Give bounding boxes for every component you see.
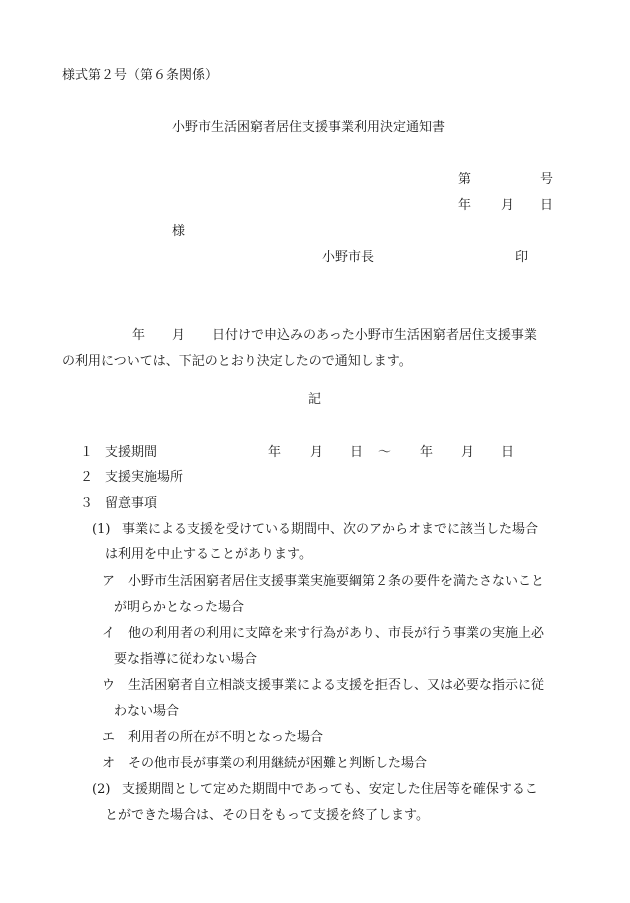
- item-2-number: ２: [80, 470, 94, 485]
- note-1-line-2: は利用を中止することがあります。: [105, 547, 312, 562]
- item-3-label: 留意事項: [105, 496, 158, 511]
- note-2-line-2: とができた場合は、その日をもって支援を終了します。: [105, 808, 429, 823]
- body-text-line-2: の利用については、下記のとおり決定したので通知します。: [62, 354, 412, 369]
- body-year-label: 年: [132, 328, 146, 343]
- date-year-label: 年: [458, 198, 472, 213]
- subitem-i-marker: イ: [102, 626, 116, 641]
- period-start-year: 年: [268, 445, 282, 460]
- note-1-marker: (1): [92, 522, 111, 537]
- period-end-year: 年: [420, 445, 434, 460]
- form-number: 様式第２号（第６条関係）: [62, 68, 219, 83]
- number-suffix: 号: [540, 172, 554, 187]
- document-title: 小野市生活困窮者居住支援事業利用決定通知書: [172, 120, 446, 135]
- subitem-e-line-1: 利用者の所在が不明となった場合: [128, 730, 324, 745]
- date-day-label: 日: [540, 198, 554, 213]
- period-start-day: 日: [350, 445, 364, 460]
- note-2-marker: (2): [92, 782, 111, 797]
- item-1-number: １: [80, 445, 94, 460]
- date-month-label: 月: [501, 198, 515, 213]
- period-separator: ～: [378, 445, 392, 460]
- issuer-name: 小野市長: [322, 250, 375, 265]
- item-2-label: 支援実施場所: [105, 470, 184, 485]
- subitem-o-line-1: その他市長が事業の利用継続が困難と判断した場合: [128, 756, 428, 771]
- seal-mark: 印: [515, 250, 529, 265]
- note-2-line-1: 支援期間として定めた期間中であっても、安定した住居等を確保するこ: [122, 782, 538, 797]
- period-end-month: 月: [461, 445, 475, 460]
- number-prefix: 第: [458, 172, 472, 187]
- ki-heading: 記: [308, 392, 322, 407]
- note-1-line-1: 事業による支援を受けている期間中、次のアからオまでに該当した場合: [122, 522, 539, 537]
- subitem-u-marker: ウ: [102, 678, 116, 693]
- subitem-i-line-1: 他の利用者の利用に支障を来す行為があり、市長が行う事業の実施上必: [128, 626, 545, 641]
- period-start-month: 月: [310, 445, 324, 460]
- subitem-e-marker: エ: [102, 730, 116, 745]
- subitem-o-marker: オ: [102, 756, 116, 771]
- item-1-label: 支援期間: [105, 445, 158, 460]
- addressee-suffix: 様: [172, 224, 186, 239]
- subitem-i-line-2: 要な指導に従わない場合: [114, 652, 258, 667]
- item-3-number: ３: [80, 496, 94, 511]
- subitem-a-line-2: が明らかとなった場合: [114, 600, 245, 615]
- period-end-day: 日: [501, 445, 515, 460]
- body-text-line-1: 日付けで申込みのあった小野市生活困窮者居住支援事業: [212, 328, 537, 343]
- subitem-a-marker: ア: [102, 574, 116, 589]
- subitem-u-line-1: 生活困窮者自立相談支援事業による支援を拒否し、又は必要な指示に従: [128, 678, 545, 693]
- body-month-label: 月: [172, 328, 186, 343]
- subitem-u-line-2: わない場合: [114, 704, 180, 719]
- subitem-a-line-1: 小野市生活困窮者居住支援事業実施要綱第２条の要件を満たさないこと: [128, 574, 545, 589]
